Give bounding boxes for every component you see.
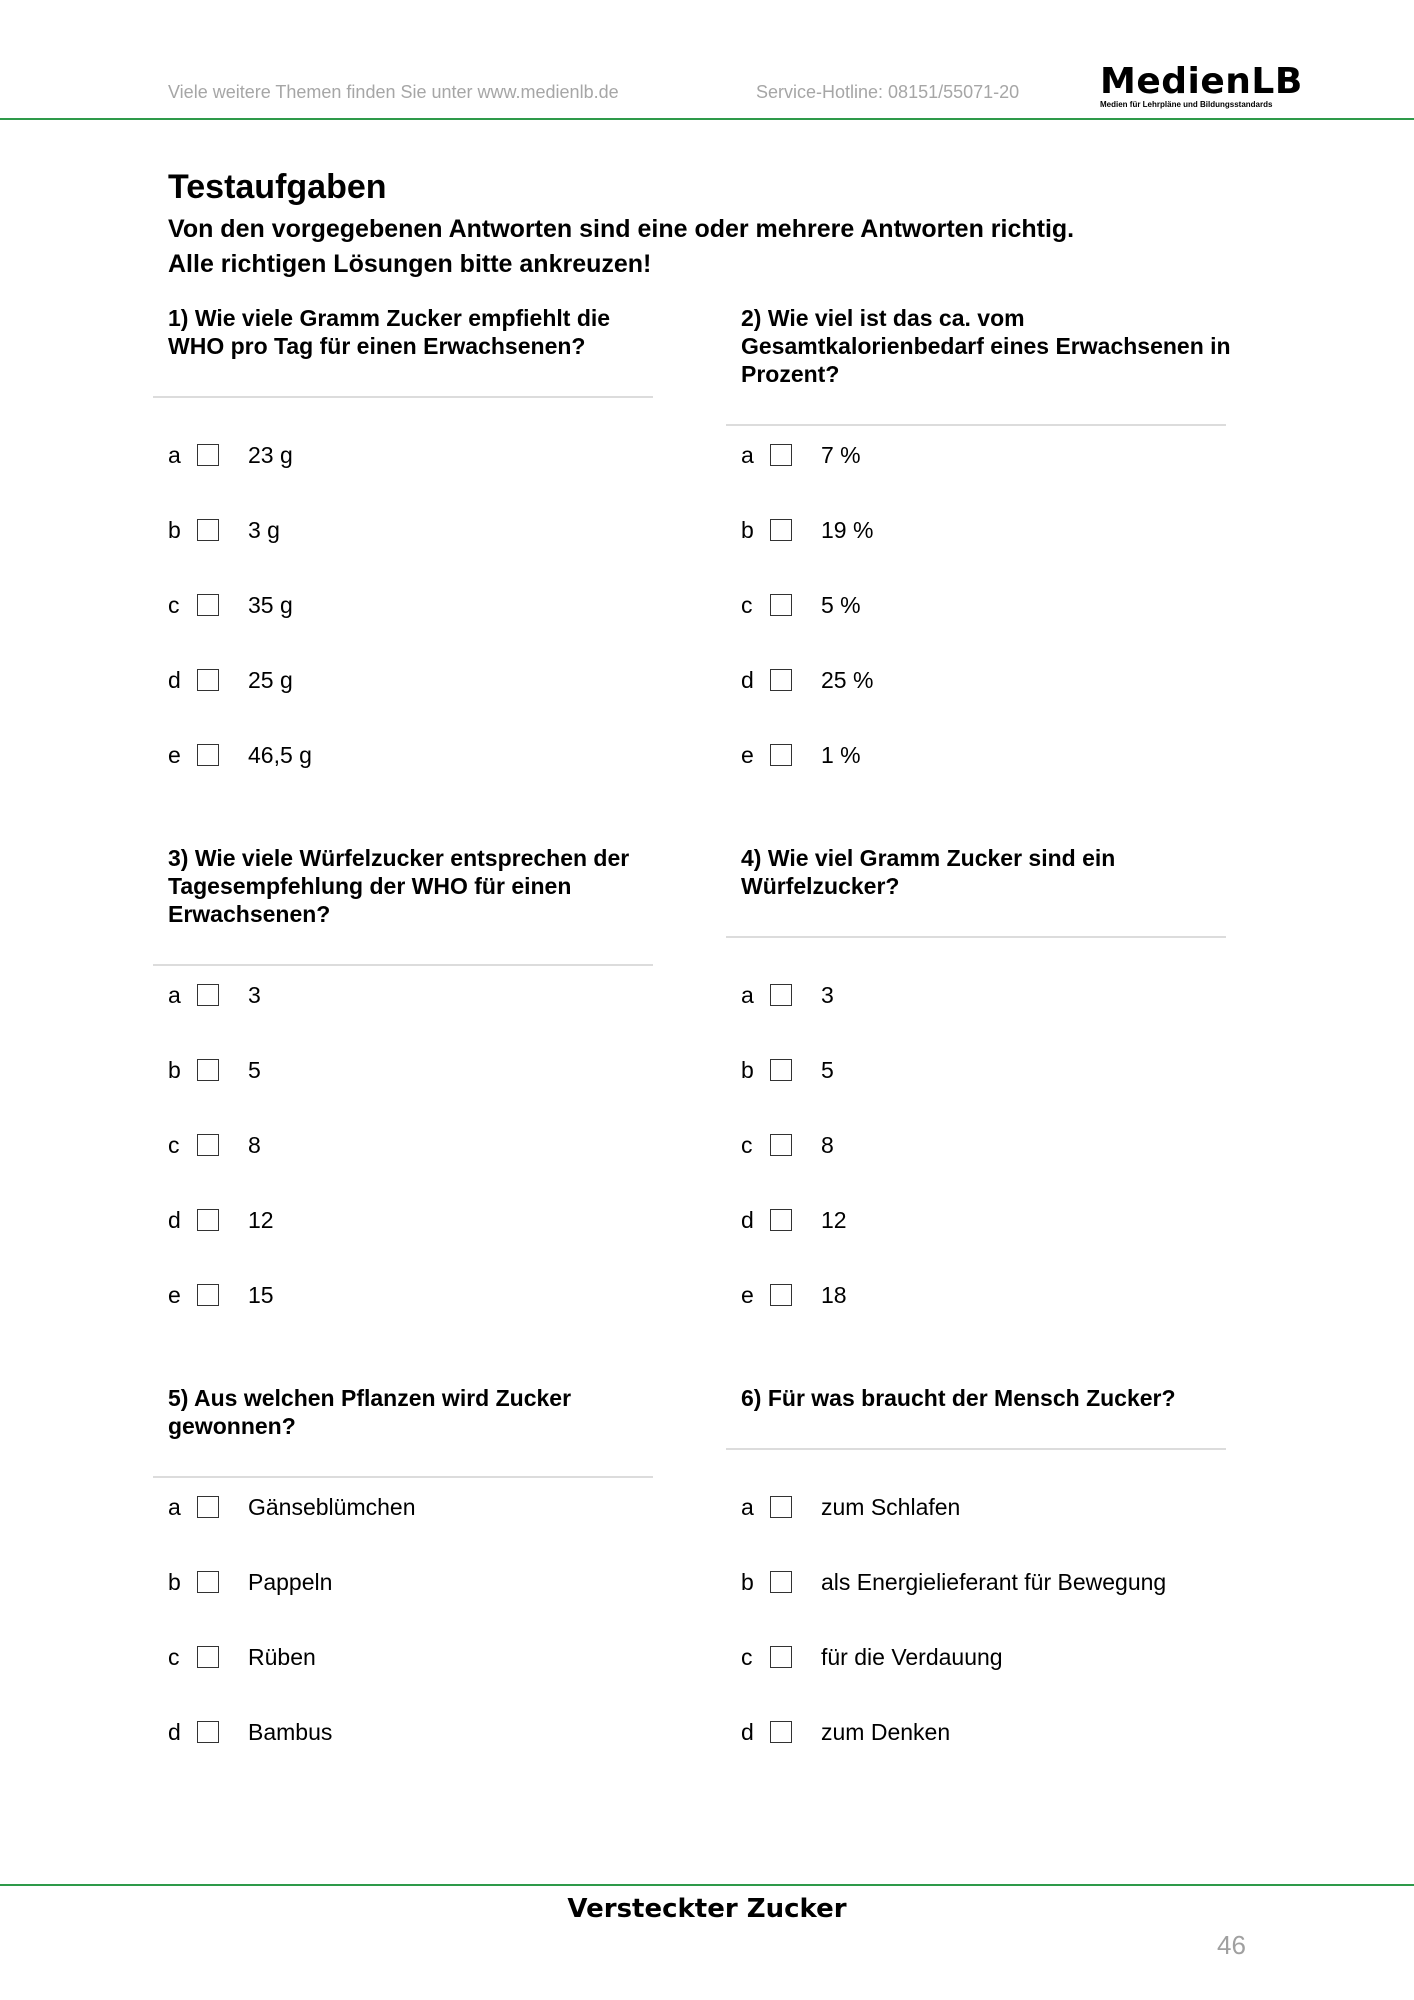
question-divider <box>153 396 653 398</box>
answer-letter: c <box>741 1644 753 1670</box>
answer-checkbox[interactable] <box>770 1721 792 1743</box>
header-website-text: Viele weitere Themen finden Sie unter www.medienlb.de <box>168 82 619 102</box>
answer-checkbox[interactable] <box>197 1284 219 1306</box>
answer-text: Bambus <box>248 1719 333 1745</box>
answer-checkbox[interactable] <box>770 1134 792 1156</box>
answer-checkbox[interactable] <box>770 1284 792 1306</box>
answer-text: 8 <box>248 1132 261 1158</box>
question-divider <box>726 424 1226 426</box>
answer-checkbox[interactable] <box>770 1209 792 1231</box>
question-text-line: 6) Für was braucht der Mensch Zucker? <box>741 1385 1176 1411</box>
answer-checkbox[interactable] <box>197 519 219 541</box>
answer-letter: c <box>168 1644 180 1670</box>
question-text-line: Prozent? <box>741 361 840 387</box>
page-number: 46 <box>1217 1930 1246 1960</box>
answer-checkbox[interactable] <box>197 1646 219 1668</box>
answer-text: Pappeln <box>248 1569 333 1595</box>
answer-letter: c <box>168 592 180 618</box>
question-2 <box>741 304 1281 388</box>
answer-checkbox[interactable] <box>770 1571 792 1593</box>
instructions-line-1: Von den vorgegebenen Antworten sind eine oder mehrere Antworten richtig. <box>168 215 1075 243</box>
answer-letter: e <box>741 1282 754 1308</box>
instructions <box>168 212 1074 282</box>
answer-letter: e <box>168 742 181 768</box>
answer-letter: a <box>741 982 754 1008</box>
answer-text: 1 % <box>821 742 861 768</box>
answer-checkbox[interactable] <box>197 594 219 616</box>
answer-text: 15 <box>248 1282 274 1308</box>
question-6 <box>741 1384 1281 1412</box>
logo-wordmark: MedienLB <box>1100 61 1303 102</box>
answer-letter: b <box>168 517 181 543</box>
answer-checkbox[interactable] <box>197 1059 219 1081</box>
answer-text: 3 <box>248 982 261 1008</box>
answer-text: Gänseblümchen <box>248 1494 416 1520</box>
answer-text: 5 % <box>821 592 861 618</box>
answer-text: für die Verdauung <box>821 1644 1003 1670</box>
answer-checkbox[interactable] <box>197 669 219 691</box>
answer-letter: e <box>168 1282 181 1308</box>
answer-letter: c <box>741 1132 753 1158</box>
question-text-line: 2) Wie viel ist das ca. vom <box>741 305 1025 331</box>
answer-checkbox[interactable] <box>197 444 219 466</box>
logo-tagline: Medien für Lehrpläne und Bildungsstandards <box>1100 100 1273 109</box>
answer-text: 25 g <box>248 667 293 693</box>
question-4 <box>741 844 1281 900</box>
answer-letter: b <box>741 1057 754 1083</box>
answer-text: 12 <box>821 1207 847 1233</box>
answer-text: 23 g <box>248 442 293 468</box>
answer-letter: a <box>168 982 181 1008</box>
answer-text: 12 <box>248 1207 274 1233</box>
question-text-line: Tagesempfehlung der WHO für einen <box>168 873 572 899</box>
footer-title: Versteckter Zucker <box>567 1894 847 1924</box>
answer-text: 3 <box>821 982 834 1008</box>
answer-checkbox[interactable] <box>770 984 792 1006</box>
question-divider <box>153 1476 653 1478</box>
answer-letter: e <box>741 742 754 768</box>
answer-checkbox[interactable] <box>197 744 219 766</box>
answer-text: 5 <box>821 1057 834 1083</box>
page-title: Testaufgaben <box>168 168 387 206</box>
answer-letter: b <box>741 1569 754 1595</box>
answer-checkbox[interactable] <box>770 1496 792 1518</box>
answer-letter: d <box>741 1207 754 1233</box>
answer-text: 3 g <box>248 517 280 543</box>
answer-checkbox[interactable] <box>770 519 792 541</box>
question-text-line: gewonnen? <box>168 1413 296 1439</box>
answer-text: 7 % <box>821 442 861 468</box>
header-divider <box>0 118 1414 120</box>
answer-checkbox[interactable] <box>770 594 792 616</box>
answer-checkbox[interactable] <box>770 1059 792 1081</box>
answer-letter: a <box>741 1494 754 1520</box>
answer-text: 25 % <box>821 667 874 693</box>
answer-checkbox[interactable] <box>197 1496 219 1518</box>
answer-text: 19 % <box>821 517 874 543</box>
instructions-line-2: Alle richtigen Lösungen bitte ankreuzen! <box>168 250 652 278</box>
question-text-line: 1) Wie viele Gramm Zucker empfiehlt die <box>168 305 611 331</box>
question-3 <box>168 844 708 928</box>
answer-letter: d <box>168 1719 181 1745</box>
answer-text: 5 <box>248 1057 261 1083</box>
answer-text: zum Schlafen <box>821 1494 961 1520</box>
footer-divider <box>0 1884 1414 1886</box>
answer-letter: c <box>741 592 753 618</box>
answer-letter: c <box>168 1132 180 1158</box>
question-text-line: Erwachsenen? <box>168 901 331 927</box>
question-text-line: WHO pro Tag für einen Erwachsenen? <box>168 333 586 359</box>
answer-checkbox[interactable] <box>770 1646 792 1668</box>
answer-text: zum Denken <box>821 1719 951 1745</box>
answer-letter: a <box>741 442 754 468</box>
answer-text: 35 g <box>248 592 293 618</box>
question-5 <box>168 1384 708 1440</box>
question-divider <box>726 1448 1226 1450</box>
header-hotline-text: Service-Hotline: 08151/55071-20 <box>756 82 1020 102</box>
answer-text: 46,5 g <box>248 742 312 768</box>
medienlb-logo <box>1100 61 1303 110</box>
answer-letter: b <box>168 1569 181 1595</box>
answer-checkbox[interactable] <box>197 1571 219 1593</box>
question-text-line: Würfelzucker? <box>741 873 900 899</box>
answer-letter: a <box>168 1494 181 1520</box>
answer-text: 18 <box>821 1282 847 1308</box>
answer-checkbox[interactable] <box>197 984 219 1006</box>
answer-checkbox[interactable] <box>770 669 792 691</box>
answer-text: 8 <box>821 1132 834 1158</box>
answer-checkbox[interactable] <box>770 744 792 766</box>
question-text-line: 3) Wie viele Würfelzucker entsprechen der <box>168 845 630 871</box>
answer-text: Rüben <box>248 1644 316 1670</box>
answer-checkbox[interactable] <box>197 1209 219 1231</box>
question-text-line: 5) Aus welchen Pflanzen wird Zucker <box>168 1385 572 1411</box>
answer-text: als Energielieferant für Bewegung <box>821 1569 1167 1595</box>
question-divider <box>153 964 653 966</box>
answer-checkbox[interactable] <box>197 1721 219 1743</box>
question-text-line: Gesamtkalorienbedarf eines Erwachsenen in <box>741 333 1231 359</box>
answer-letter: b <box>168 1057 181 1083</box>
answer-checkbox[interactable] <box>770 444 792 466</box>
answer-letter: b <box>741 517 754 543</box>
answer-letter: d <box>168 1207 181 1233</box>
question-text-line: 4) Wie viel Gramm Zucker sind ein <box>741 845 1116 871</box>
answer-checkbox[interactable] <box>197 1134 219 1156</box>
question-divider <box>726 936 1226 938</box>
question-1 <box>168 304 708 360</box>
answer-letter: d <box>741 667 754 693</box>
answer-letter: a <box>168 442 181 468</box>
answer-letter: d <box>741 1719 754 1745</box>
answer-letter: d <box>168 667 181 693</box>
